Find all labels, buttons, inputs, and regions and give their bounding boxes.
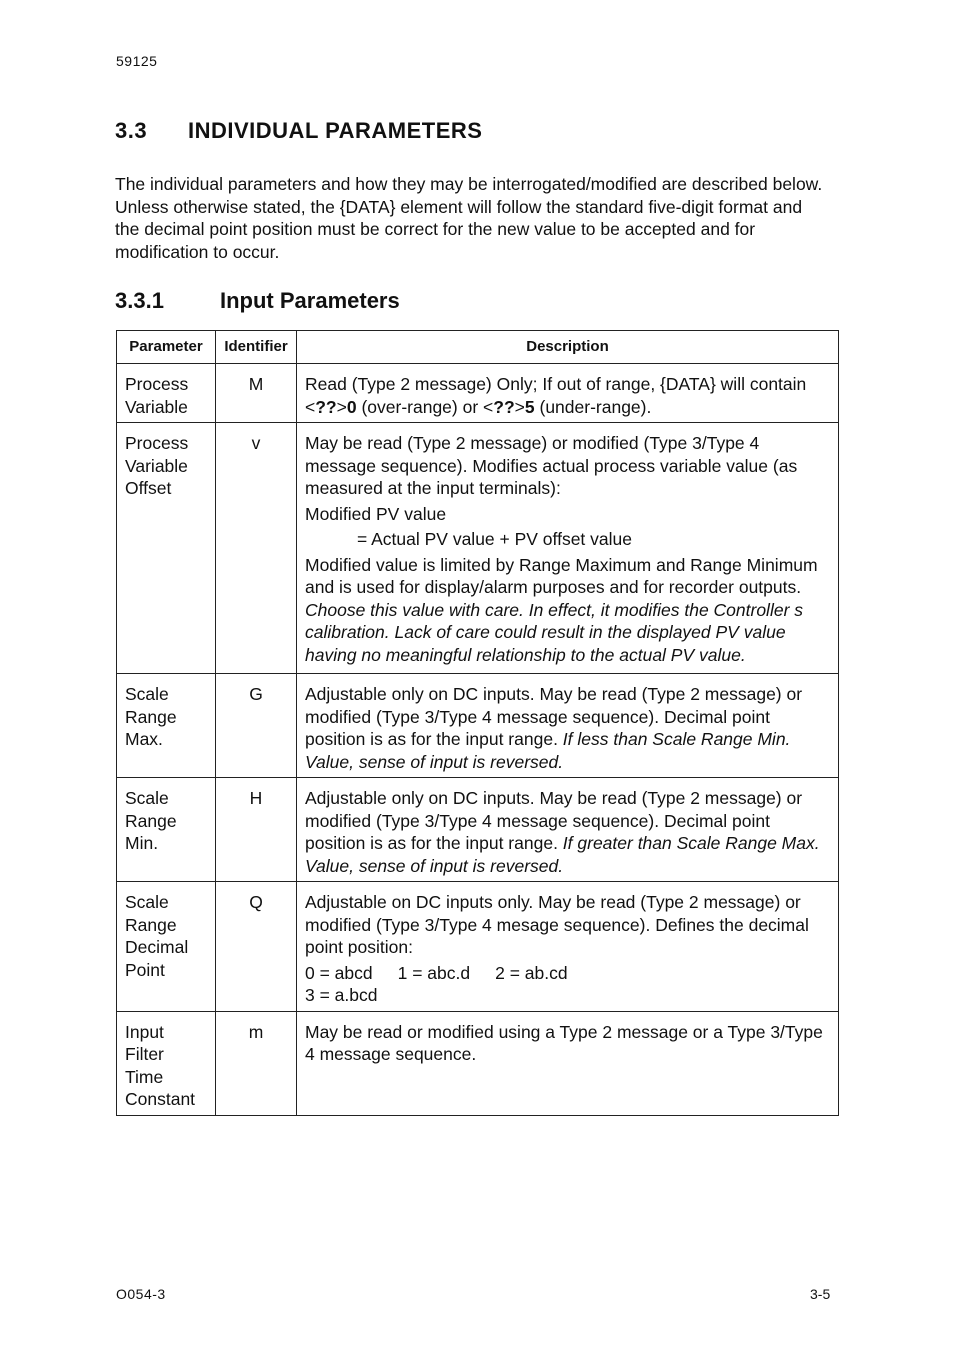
description-text: Read (Type 2 message) Only; If out of range, {DATA} will contain <box>305 374 807 394</box>
note-text: If greater than Scale Range Max. Value, sense of input is reversed. <box>305 833 820 876</box>
header-description: Description <box>297 331 839 364</box>
decimal-option: 0 = abcd <box>305 962 373 983</box>
parameter-line: Range <box>125 706 177 727</box>
note-text: If less than Scale Range Min. Value, sense of input is reversed. <box>305 729 791 772</box>
subsection-number: 3.3.1 <box>115 288 164 313</box>
parameter-cell <box>117 778 216 882</box>
description-text <box>305 554 830 667</box>
parameter-line: Scale <box>125 892 169 912</box>
description-cell <box>297 778 839 882</box>
identifier-cell: m <box>216 1011 297 1115</box>
description-text: May be read or modified using a Type 2 message or a Type 3/Type 4 message sequence. <box>305 1021 823 1064</box>
description-text: May be read (Type 2 message) or modified (Type 3/Type 4 message sequence). Modifies actual process variable value (as measured at the input terminals): <box>305 433 798 498</box>
table-row <box>117 882 839 1012</box>
parameter-line: Filter <box>125 1044 164 1064</box>
identifier-cell: H <box>216 778 297 882</box>
document-number: 59125 <box>116 53 158 69</box>
parameter-cell <box>117 423 216 674</box>
table-row <box>117 778 839 882</box>
header-parameter: Parameter <box>117 331 216 364</box>
decimal-options <box>305 962 830 985</box>
decimal-option: 3 = a.bcd <box>305 985 378 1005</box>
parameter-cell <box>117 674 216 778</box>
identifier-cell: G <box>216 674 297 778</box>
identifier-cell: M <box>216 364 297 423</box>
decimal-option: 2 = ab.cd <box>495 962 568 983</box>
parameter-line: Point <box>125 959 165 980</box>
parameter-line: Process <box>125 433 189 453</box>
description-cell <box>297 1011 839 1115</box>
footer-document-code: O054-3 <box>116 1286 166 1302</box>
parameter-line: Scale <box>125 788 169 808</box>
warning-text: Choose this value with care. In effect, it modifies the Controller s calibration. Lack of care could result in the displayed PV value having no meaningful relationship to the actual PV value. <box>305 599 804 665</box>
code-bracket: > <box>514 396 525 417</box>
code-value: ?? <box>493 396 515 417</box>
footer-page-number: 3-5 <box>810 1286 831 1302</box>
parameter-line: Process <box>125 374 189 394</box>
table-row <box>117 1011 839 1115</box>
parameter-line: Min. <box>125 833 159 853</box>
description-text: Modified value is limited by Range Maximum and Range Minimum and is used for display/alarm purposes and for recorder outputs. <box>305 554 818 597</box>
formula-label: Modified PV value <box>305 503 447 524</box>
parameter-line: Range <box>125 914 177 935</box>
parameter-line: Max. <box>125 729 163 749</box>
parameter-line: Scale <box>125 684 169 704</box>
code-bracket: < <box>483 396 494 417</box>
description-text: Adjustable only on DC inputs. May be read (Type 2 message) or modified (Type 3/Type 4 message sequence). Decimal point position is as for the input range. <box>305 788 803 853</box>
table-header-row <box>117 331 839 364</box>
parameter-line: Input <box>125 1021 164 1042</box>
identifier-cell: v <box>216 423 297 674</box>
parameter-line: Constant <box>125 1089 196 1109</box>
subsection-heading <box>115 288 400 314</box>
table-row <box>117 364 839 423</box>
description-text: (under-range). <box>534 396 652 417</box>
section-number: 3.3 <box>115 118 148 143</box>
code-bracket: < <box>305 396 316 417</box>
description-cell <box>297 364 839 423</box>
description-text: Adjustable only on DC inputs. May be read (Type 2 message) or modified (Type 3/Type 4 message sequence). Decimal point position is as for the input range. <box>305 684 803 749</box>
description-text: Adjustable on DC inputs only. May be read (Type 2 message) or modified (Type 3/Type 4 mesage sequence). Defines the decimal point position: <box>305 892 809 957</box>
parameter-line: Offset <box>125 478 172 498</box>
parameter-line: Variable <box>125 396 188 417</box>
parameter-cell <box>117 1011 216 1115</box>
formula: = Actual PV value + PV offset value <box>357 529 632 549</box>
input-parameters-table <box>116 330 839 1116</box>
decimal-option: 1 = abc.d <box>397 962 471 983</box>
code-value: 0 <box>346 396 357 417</box>
parameter-line: Range <box>125 810 177 831</box>
section-title: INDIVIDUAL PARAMETERS <box>188 118 483 143</box>
description-cell <box>297 674 839 778</box>
subsection-title: Input Parameters <box>220 288 400 313</box>
header-identifier: Identifier <box>216 331 297 364</box>
table-row <box>117 423 839 674</box>
code-value: ?? <box>315 396 337 417</box>
table-row <box>117 674 839 778</box>
parameter-cell <box>117 882 216 1012</box>
code-bracket: > <box>336 396 347 417</box>
parameter-cell <box>117 364 216 423</box>
parameter-line: Variable <box>125 455 188 476</box>
parameter-line: Decimal <box>125 937 189 957</box>
parameter-line: Time <box>125 1066 164 1087</box>
description-cell <box>297 882 839 1012</box>
description-text: (over-range) or <box>356 396 484 417</box>
section-heading <box>115 118 482 144</box>
identifier-cell: Q <box>216 882 297 1012</box>
description-cell <box>297 423 839 674</box>
intro-paragraph: The individual parameters and how they may be interrogated/modified are described below. Unless otherwise stated, the {DATA} element will follow the standard five-digit format and the decimal point position must be correct for the new value to be accepted and for modification to occur. <box>115 174 823 262</box>
code-value: 5 <box>524 396 535 417</box>
